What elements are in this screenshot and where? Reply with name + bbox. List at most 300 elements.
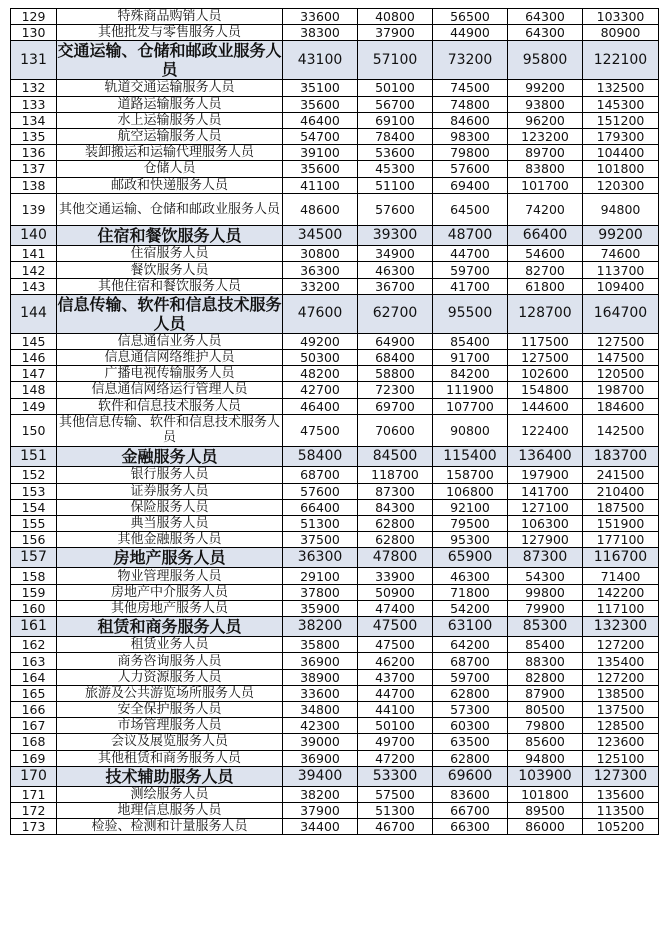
wage-value-p3: 66300 bbox=[433, 819, 508, 835]
wage-value-p1: 38200 bbox=[283, 786, 358, 802]
wage-value-p3: 44900 bbox=[433, 25, 508, 41]
row-number: 155 bbox=[11, 515, 57, 531]
row-number: 149 bbox=[11, 398, 57, 414]
occupation-name: 特殊商品购销人员 bbox=[57, 9, 283, 25]
occupation-name: 其他交通运输、仓储和邮政业服务人员 bbox=[57, 193, 283, 225]
wage-value-p2: 70600 bbox=[358, 414, 433, 446]
occupation-name: 银行服务人员 bbox=[57, 467, 283, 483]
wage-value-p2: 50900 bbox=[358, 584, 433, 600]
wage-value-p4: 99800 bbox=[508, 584, 583, 600]
wage-value-p4: 64300 bbox=[508, 25, 583, 41]
wage-value-p2: 34900 bbox=[358, 246, 433, 262]
table-row bbox=[11, 366, 659, 382]
table-row bbox=[11, 80, 659, 96]
wage-value-p4: 87300 bbox=[508, 548, 583, 568]
wage-value-p2: 47200 bbox=[358, 750, 433, 766]
wage-value-p2: 47500 bbox=[358, 637, 433, 653]
wage-value-p1: 35600 bbox=[283, 96, 358, 112]
table-row bbox=[11, 750, 659, 766]
wage-value-p3: 84200 bbox=[433, 366, 508, 382]
wage-value-p3: 73200 bbox=[433, 41, 508, 80]
wage-value-p4: 197900 bbox=[508, 467, 583, 483]
row-number: 169 bbox=[11, 750, 57, 766]
wage-value-p1: 29100 bbox=[283, 568, 358, 584]
wage-value-p3: 79500 bbox=[433, 515, 508, 531]
wage-value-p2: 118700 bbox=[358, 467, 433, 483]
wage-value-p3: 64500 bbox=[433, 193, 508, 225]
row-number: 166 bbox=[11, 701, 57, 717]
wage-value-p1: 37800 bbox=[283, 584, 358, 600]
wage-value-p3: 115400 bbox=[433, 447, 508, 467]
wage-value-p1: 39000 bbox=[283, 734, 358, 750]
wage-value-p5: 80900 bbox=[583, 25, 659, 41]
wage-value-p2: 87300 bbox=[358, 483, 433, 499]
table-row bbox=[11, 177, 659, 193]
wage-value-p3: 69400 bbox=[433, 177, 508, 193]
row-number: 137 bbox=[11, 161, 57, 177]
row-number: 148 bbox=[11, 382, 57, 398]
occupation-name: 证券服务人员 bbox=[57, 483, 283, 499]
wage-value-p1: 51300 bbox=[283, 515, 358, 531]
wage-value-p1: 49200 bbox=[283, 333, 358, 349]
table-row bbox=[11, 9, 659, 25]
wage-value-p5: 74600 bbox=[583, 246, 659, 262]
wage-value-p2: 57100 bbox=[358, 41, 433, 80]
wage-value-p3: 90800 bbox=[433, 414, 508, 446]
wage-value-p5: 104400 bbox=[583, 145, 659, 161]
occupation-name: 物业管理服务人员 bbox=[57, 568, 283, 584]
wage-value-p2: 37900 bbox=[358, 25, 433, 41]
category-row bbox=[11, 548, 659, 568]
wage-value-p5: 103300 bbox=[583, 9, 659, 25]
table-row bbox=[11, 819, 659, 835]
wage-value-p3: 41700 bbox=[433, 278, 508, 294]
wage-value-p2: 43700 bbox=[358, 669, 433, 685]
wage-value-p1: 54700 bbox=[283, 128, 358, 144]
wage-value-p5: 117100 bbox=[583, 600, 659, 616]
row-number: 158 bbox=[11, 568, 57, 584]
wage-value-p2: 53300 bbox=[358, 766, 433, 786]
wage-value-p1: 38300 bbox=[283, 25, 358, 41]
wage-value-p1: 43100 bbox=[283, 41, 358, 80]
wage-value-p4: 154800 bbox=[508, 382, 583, 398]
occupation-name: 房地产中介服务人员 bbox=[57, 584, 283, 600]
wage-value-p1: 30800 bbox=[283, 246, 358, 262]
wage-value-p2: 56700 bbox=[358, 96, 433, 112]
occupation-name: 金融服务人员 bbox=[57, 447, 283, 467]
occupation-name: 会议及展览服务人员 bbox=[57, 734, 283, 750]
wage-value-p1: 33600 bbox=[283, 9, 358, 25]
wage-value-p2: 33900 bbox=[358, 568, 433, 584]
wage-value-p5: 151900 bbox=[583, 515, 659, 531]
wage-value-p2: 46200 bbox=[358, 653, 433, 669]
wage-value-p3: 62800 bbox=[433, 685, 508, 701]
wage-value-p5: 135600 bbox=[583, 786, 659, 802]
row-number: 136 bbox=[11, 145, 57, 161]
table-row bbox=[11, 398, 659, 414]
wage-value-p4: 141700 bbox=[508, 483, 583, 499]
wage-value-p2: 62700 bbox=[358, 294, 433, 333]
wage-value-p4: 61800 bbox=[508, 278, 583, 294]
row-number: 172 bbox=[11, 803, 57, 819]
wage-value-p4: 87900 bbox=[508, 685, 583, 701]
occupation-name: 地理信息服务人员 bbox=[57, 803, 283, 819]
wage-table bbox=[10, 8, 659, 835]
row-number: 150 bbox=[11, 414, 57, 446]
table-row bbox=[11, 718, 659, 734]
wage-value-p3: 63100 bbox=[433, 617, 508, 637]
table-row bbox=[11, 278, 659, 294]
row-number: 173 bbox=[11, 819, 57, 835]
wage-value-p3: 83600 bbox=[433, 786, 508, 802]
occupation-name: 邮政和快递服务人员 bbox=[57, 177, 283, 193]
occupation-name: 信息通信网络维护人员 bbox=[57, 350, 283, 366]
wage-value-p2: 58800 bbox=[358, 366, 433, 382]
wage-value-p3: 57600 bbox=[433, 161, 508, 177]
table-row bbox=[11, 467, 659, 483]
table-row bbox=[11, 262, 659, 278]
wage-value-p2: 46700 bbox=[358, 819, 433, 835]
row-number: 134 bbox=[11, 112, 57, 128]
occupation-name: 其他住宿和餐饮服务人员 bbox=[57, 278, 283, 294]
row-number: 130 bbox=[11, 25, 57, 41]
occupation-name: 仓储人员 bbox=[57, 161, 283, 177]
wage-value-p3: 46300 bbox=[433, 568, 508, 584]
table-row bbox=[11, 414, 659, 446]
occupation-name: 其他房地产服务人员 bbox=[57, 600, 283, 616]
occupation-name: 测绘服务人员 bbox=[57, 786, 283, 802]
wage-value-p4: 82800 bbox=[508, 669, 583, 685]
wage-value-p2: 36700 bbox=[358, 278, 433, 294]
table-row bbox=[11, 653, 659, 669]
wage-value-p4: 89700 bbox=[508, 145, 583, 161]
wage-value-p1: 36900 bbox=[283, 750, 358, 766]
row-number: 140 bbox=[11, 226, 57, 246]
wage-value-p1: 42300 bbox=[283, 718, 358, 734]
row-number: 152 bbox=[11, 467, 57, 483]
wage-value-p1: 33600 bbox=[283, 685, 358, 701]
wage-value-p3: 69600 bbox=[433, 766, 508, 786]
wage-value-p4: 79900 bbox=[508, 600, 583, 616]
wage-value-p5: 94800 bbox=[583, 193, 659, 225]
occupation-name: 租赁和商务服务人员 bbox=[57, 617, 283, 637]
wage-value-p2: 84300 bbox=[358, 499, 433, 515]
wage-value-p1: 57600 bbox=[283, 483, 358, 499]
wage-value-p4: 85600 bbox=[508, 734, 583, 750]
wage-value-p4: 127500 bbox=[508, 350, 583, 366]
occupation-name: 软件和信息技术服务人员 bbox=[57, 398, 283, 414]
wage-value-p2: 72300 bbox=[358, 382, 433, 398]
wage-value-p2: 64900 bbox=[358, 333, 433, 349]
wage-value-p5: 123600 bbox=[583, 734, 659, 750]
category-row bbox=[11, 41, 659, 80]
wage-value-p1: 34500 bbox=[283, 226, 358, 246]
occupation-name: 水上运输服务人员 bbox=[57, 112, 283, 128]
wage-value-p1: 35600 bbox=[283, 161, 358, 177]
wage-value-p2: 40800 bbox=[358, 9, 433, 25]
occupation-name: 航空运输服务人员 bbox=[57, 128, 283, 144]
table-row bbox=[11, 515, 659, 531]
occupation-name: 保险服务人员 bbox=[57, 499, 283, 515]
occupation-name: 技术辅助服务人员 bbox=[57, 766, 283, 786]
row-number: 151 bbox=[11, 447, 57, 467]
row-number: 154 bbox=[11, 499, 57, 515]
row-number: 163 bbox=[11, 653, 57, 669]
wage-value-p3: 68700 bbox=[433, 653, 508, 669]
wage-value-p5: 127200 bbox=[583, 669, 659, 685]
row-number: 143 bbox=[11, 278, 57, 294]
wage-value-p3: 65900 bbox=[433, 548, 508, 568]
wage-value-p2: 57500 bbox=[358, 786, 433, 802]
wage-value-p3: 66700 bbox=[433, 803, 508, 819]
wage-value-p3: 59700 bbox=[433, 669, 508, 685]
row-number: 167 bbox=[11, 718, 57, 734]
wage-value-p5: 147500 bbox=[583, 350, 659, 366]
table-row bbox=[11, 637, 659, 653]
wage-value-p5: 128500 bbox=[583, 718, 659, 734]
wage-value-p5: 187500 bbox=[583, 499, 659, 515]
wage-value-p2: 44700 bbox=[358, 685, 433, 701]
occupation-name: 轨道交通运输服务人员 bbox=[57, 80, 283, 96]
wage-value-p2: 47400 bbox=[358, 600, 433, 616]
wage-value-p4: 79800 bbox=[508, 718, 583, 734]
occupation-name: 信息通信业务人员 bbox=[57, 333, 283, 349]
wage-value-p4: 83800 bbox=[508, 161, 583, 177]
wage-value-p3: 63500 bbox=[433, 734, 508, 750]
wage-value-p3: 85400 bbox=[433, 333, 508, 349]
wage-value-p2: 46300 bbox=[358, 262, 433, 278]
table-row bbox=[11, 246, 659, 262]
wage-value-p5: 120500 bbox=[583, 366, 659, 382]
wage-value-p2: 62800 bbox=[358, 515, 433, 531]
row-number: 171 bbox=[11, 786, 57, 802]
row-number: 170 bbox=[11, 766, 57, 786]
wage-value-p2: 50100 bbox=[358, 718, 433, 734]
wage-value-p3: 64200 bbox=[433, 637, 508, 653]
wage-value-p4: 127900 bbox=[508, 532, 583, 548]
wage-value-p1: 50300 bbox=[283, 350, 358, 366]
wage-value-p3: 98300 bbox=[433, 128, 508, 144]
wage-value-p5: 113500 bbox=[583, 803, 659, 819]
table-row bbox=[11, 803, 659, 819]
occupation-name: 住宿服务人员 bbox=[57, 246, 283, 262]
wage-value-p5: 105200 bbox=[583, 819, 659, 835]
table-row bbox=[11, 786, 659, 802]
wage-value-p2: 49700 bbox=[358, 734, 433, 750]
wage-value-p1: 34800 bbox=[283, 701, 358, 717]
wage-value-p3: 84600 bbox=[433, 112, 508, 128]
wage-value-p4: 95800 bbox=[508, 41, 583, 80]
wage-value-p4: 64300 bbox=[508, 9, 583, 25]
wage-value-p1: 33200 bbox=[283, 278, 358, 294]
wage-value-p4: 102600 bbox=[508, 366, 583, 382]
wage-value-p5: 142500 bbox=[583, 414, 659, 446]
wage-value-p5: 99200 bbox=[583, 226, 659, 246]
wage-value-p3: 71800 bbox=[433, 584, 508, 600]
wage-value-p3: 48700 bbox=[433, 226, 508, 246]
wage-value-p4: 123200 bbox=[508, 128, 583, 144]
wage-value-p4: 101800 bbox=[508, 786, 583, 802]
wage-value-p5: 120300 bbox=[583, 177, 659, 193]
wage-value-p4: 85400 bbox=[508, 637, 583, 653]
occupation-name: 其他信息传输、软件和信息技术服务人员 bbox=[57, 414, 283, 446]
row-number: 139 bbox=[11, 193, 57, 225]
wage-value-p4: 82700 bbox=[508, 262, 583, 278]
wage-value-p2: 39300 bbox=[358, 226, 433, 246]
table-row bbox=[11, 145, 659, 161]
wage-value-p1: 46400 bbox=[283, 398, 358, 414]
wage-value-p1: 35100 bbox=[283, 80, 358, 96]
table-row bbox=[11, 499, 659, 515]
wage-value-p4: 93800 bbox=[508, 96, 583, 112]
category-row bbox=[11, 766, 659, 786]
wage-value-p3: 44700 bbox=[433, 246, 508, 262]
wage-value-p5: 109400 bbox=[583, 278, 659, 294]
occupation-name: 人力资源服务人员 bbox=[57, 669, 283, 685]
wage-value-p5: 184600 bbox=[583, 398, 659, 414]
wage-value-p2: 84500 bbox=[358, 447, 433, 467]
wage-value-p3: 91700 bbox=[433, 350, 508, 366]
wage-value-p1: 39100 bbox=[283, 145, 358, 161]
wage-value-p4: 136400 bbox=[508, 447, 583, 467]
row-number: 129 bbox=[11, 9, 57, 25]
wage-value-p4: 66400 bbox=[508, 226, 583, 246]
wage-value-p2: 47800 bbox=[358, 548, 433, 568]
row-number: 141 bbox=[11, 246, 57, 262]
row-number: 168 bbox=[11, 734, 57, 750]
table-row bbox=[11, 483, 659, 499]
wage-value-p4: 54300 bbox=[508, 568, 583, 584]
row-number: 147 bbox=[11, 366, 57, 382]
wage-value-p5: 113700 bbox=[583, 262, 659, 278]
category-row bbox=[11, 617, 659, 637]
occupation-name: 市场管理服务人员 bbox=[57, 718, 283, 734]
wage-value-p1: 42700 bbox=[283, 382, 358, 398]
wage-value-p5: 132500 bbox=[583, 80, 659, 96]
occupation-name: 安全保护服务人员 bbox=[57, 701, 283, 717]
row-number: 145 bbox=[11, 333, 57, 349]
row-number: 131 bbox=[11, 41, 57, 80]
wage-value-p1: 34400 bbox=[283, 819, 358, 835]
wage-value-p5: 127500 bbox=[583, 333, 659, 349]
row-number: 164 bbox=[11, 669, 57, 685]
wage-value-p5: 179300 bbox=[583, 128, 659, 144]
wage-value-p3: 107700 bbox=[433, 398, 508, 414]
row-number: 161 bbox=[11, 617, 57, 637]
wage-value-p1: 46400 bbox=[283, 112, 358, 128]
occupation-name: 其他金融服务人员 bbox=[57, 532, 283, 548]
table-row bbox=[11, 112, 659, 128]
wage-value-p3: 79800 bbox=[433, 145, 508, 161]
wage-value-p3: 54200 bbox=[433, 600, 508, 616]
wage-value-p4: 86000 bbox=[508, 819, 583, 835]
wage-value-p2: 47500 bbox=[358, 617, 433, 637]
wage-value-p4: 89500 bbox=[508, 803, 583, 819]
wage-value-p2: 51300 bbox=[358, 803, 433, 819]
wage-value-p5: 71400 bbox=[583, 568, 659, 584]
wage-value-p1: 38200 bbox=[283, 617, 358, 637]
occupation-name: 广播电视传输服务人员 bbox=[57, 366, 283, 382]
wage-value-p4: 54600 bbox=[508, 246, 583, 262]
wage-value-p5: 145300 bbox=[583, 96, 659, 112]
wage-value-p3: 57300 bbox=[433, 701, 508, 717]
wage-value-p4: 88300 bbox=[508, 653, 583, 669]
category-row bbox=[11, 294, 659, 333]
row-number: 160 bbox=[11, 600, 57, 616]
occupation-name: 房地产服务人员 bbox=[57, 548, 283, 568]
wage-value-p5: 198700 bbox=[583, 382, 659, 398]
row-number: 165 bbox=[11, 685, 57, 701]
wage-value-p3: 92100 bbox=[433, 499, 508, 515]
wage-value-p2: 50100 bbox=[358, 80, 433, 96]
wage-value-p5: 125100 bbox=[583, 750, 659, 766]
table-row bbox=[11, 701, 659, 717]
wage-value-p3: 111900 bbox=[433, 382, 508, 398]
wage-value-p4: 103900 bbox=[508, 766, 583, 786]
wage-value-p4: 127100 bbox=[508, 499, 583, 515]
row-number: 132 bbox=[11, 80, 57, 96]
wage-value-p1: 37900 bbox=[283, 803, 358, 819]
wage-value-p5: 177100 bbox=[583, 532, 659, 548]
row-number: 153 bbox=[11, 483, 57, 499]
row-number: 144 bbox=[11, 294, 57, 333]
table-row bbox=[11, 333, 659, 349]
wage-value-p3: 74500 bbox=[433, 80, 508, 96]
row-number: 146 bbox=[11, 350, 57, 366]
wage-value-p1: 35900 bbox=[283, 600, 358, 616]
category-row bbox=[11, 226, 659, 246]
wage-value-p5: 132300 bbox=[583, 617, 659, 637]
occupation-name: 检验、检测和计量服务人员 bbox=[57, 819, 283, 835]
row-number: 159 bbox=[11, 584, 57, 600]
wage-value-p1: 39400 bbox=[283, 766, 358, 786]
wage-value-p2: 51100 bbox=[358, 177, 433, 193]
wage-value-p3: 62800 bbox=[433, 750, 508, 766]
occupation-name: 租赁业务人员 bbox=[57, 637, 283, 653]
wage-value-p5: 137500 bbox=[583, 701, 659, 717]
wage-value-p1: 48600 bbox=[283, 193, 358, 225]
row-number: 135 bbox=[11, 128, 57, 144]
table-row bbox=[11, 685, 659, 701]
wage-value-p5: 122100 bbox=[583, 41, 659, 80]
wage-value-p5: 210400 bbox=[583, 483, 659, 499]
wage-value-p3: 106800 bbox=[433, 483, 508, 499]
table-row bbox=[11, 128, 659, 144]
wage-value-p1: 36300 bbox=[283, 548, 358, 568]
category-row bbox=[11, 447, 659, 467]
wage-value-p1: 47600 bbox=[283, 294, 358, 333]
row-number: 138 bbox=[11, 177, 57, 193]
wage-value-p4: 85300 bbox=[508, 617, 583, 637]
wage-value-p2: 69700 bbox=[358, 398, 433, 414]
wage-value-p1: 58400 bbox=[283, 447, 358, 467]
occupation-name: 交通运输、仓储和邮政业服务人员 bbox=[57, 41, 282, 80]
wage-value-p3: 56500 bbox=[433, 9, 508, 25]
row-number: 133 bbox=[11, 96, 57, 112]
occupation-name: 信息传输、软件和信息技术服务人员 bbox=[57, 294, 282, 333]
wage-value-p1: 66400 bbox=[283, 499, 358, 515]
wage-value-p1: 41100 bbox=[283, 177, 358, 193]
occupation-name: 典当服务人员 bbox=[57, 515, 283, 531]
wage-value-p5: 142200 bbox=[583, 584, 659, 600]
table-row bbox=[11, 584, 659, 600]
table-row bbox=[11, 382, 659, 398]
wage-value-p5: 241500 bbox=[583, 467, 659, 483]
table-body bbox=[11, 9, 659, 835]
wage-value-p4: 99200 bbox=[508, 80, 583, 96]
wage-value-p5: 135400 bbox=[583, 653, 659, 669]
wage-value-p1: 35800 bbox=[283, 637, 358, 653]
